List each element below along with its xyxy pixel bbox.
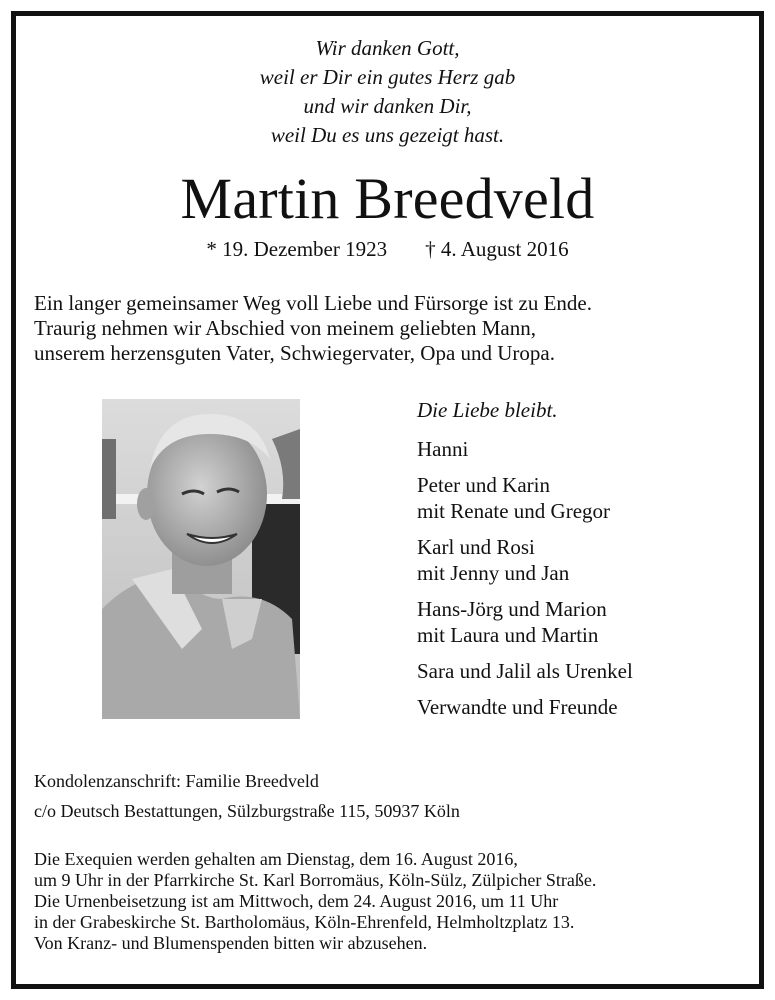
service-line: Die Exequien werden gehalten am Dienstag, dem 16. August 2016, xyxy=(34,849,518,869)
service-line: Die Urnenbeisetzung ist am Mittwoch, dem 24. August 2016, um 11 Uhr xyxy=(34,891,559,911)
deceased-name: Martin Breedveld xyxy=(180,166,595,231)
family-group xyxy=(417,596,633,648)
family-group xyxy=(417,658,633,684)
service-line: Von Kranz- und Blumenspenden bitten wir abzusehen. xyxy=(34,933,428,953)
poem-line: und wir danken Dir, xyxy=(303,94,472,118)
intro-line: Ein langer gemeinsamer Weg voll Liebe und Fürsorge ist zu Ende. xyxy=(34,291,592,315)
family-group xyxy=(417,534,633,586)
family-line: Peter und Karin xyxy=(417,473,550,497)
obituary-frame xyxy=(11,11,764,989)
condolence-address xyxy=(34,766,754,826)
portrait-photo xyxy=(102,399,300,719)
intro-line: Traurig nehmen wir Abschied von meinem geliebten Mann, xyxy=(34,316,536,340)
condolence-line: Kondolenzanschrift: Familie Breedveld xyxy=(34,771,319,791)
intro-text xyxy=(34,291,754,366)
family-list xyxy=(417,436,633,730)
family-line: mit Jenny und Jan xyxy=(417,561,570,585)
poem-line: weil er Dir ein gutes Herz gab xyxy=(259,65,516,89)
service-line: in der Grabeskirche St. Bartholomäus, Köln-Ehrenfeld, Helmholtzplatz 13. xyxy=(34,912,575,932)
birth-date: * 19. Dezember 1923 xyxy=(206,237,388,261)
poem xyxy=(16,34,759,150)
family-group xyxy=(417,472,633,524)
portrait-image xyxy=(102,399,300,719)
family-line: mit Renate und Gregor xyxy=(417,499,611,523)
family-line: Verwandte und Freunde xyxy=(417,695,618,719)
condolence-line: c/o Deutsch Bestattungen, Sülzburgstraße 115, 50937 Köln xyxy=(34,801,460,821)
family-group xyxy=(417,694,633,720)
family-group xyxy=(417,436,633,462)
family-line: Sara und Jalil als Urenkel xyxy=(417,659,633,683)
motto: Die Liebe bleibt. xyxy=(417,398,558,422)
poem-line: weil Du es uns gezeigt hast. xyxy=(270,123,505,147)
family-line: Hanni xyxy=(417,437,469,461)
family-line: mit Laura und Martin xyxy=(417,623,599,647)
family-line: Karl und Rosi xyxy=(417,535,535,559)
intro-line: unserem herzensguten Vater, Schwiegervater, Opa und Uropa. xyxy=(34,341,555,365)
service-line: um 9 Uhr in der Pfarrkirche St. Karl Borromäus, Köln-Sülz, Zülpicher Straße. xyxy=(34,870,597,890)
service-details xyxy=(34,849,759,954)
death-date: † 4. August 2016 xyxy=(425,237,569,261)
life-dates xyxy=(16,235,759,263)
poem-line: Wir danken Gott, xyxy=(315,36,460,60)
family-line: Hans-Jörg und Marion xyxy=(417,597,607,621)
